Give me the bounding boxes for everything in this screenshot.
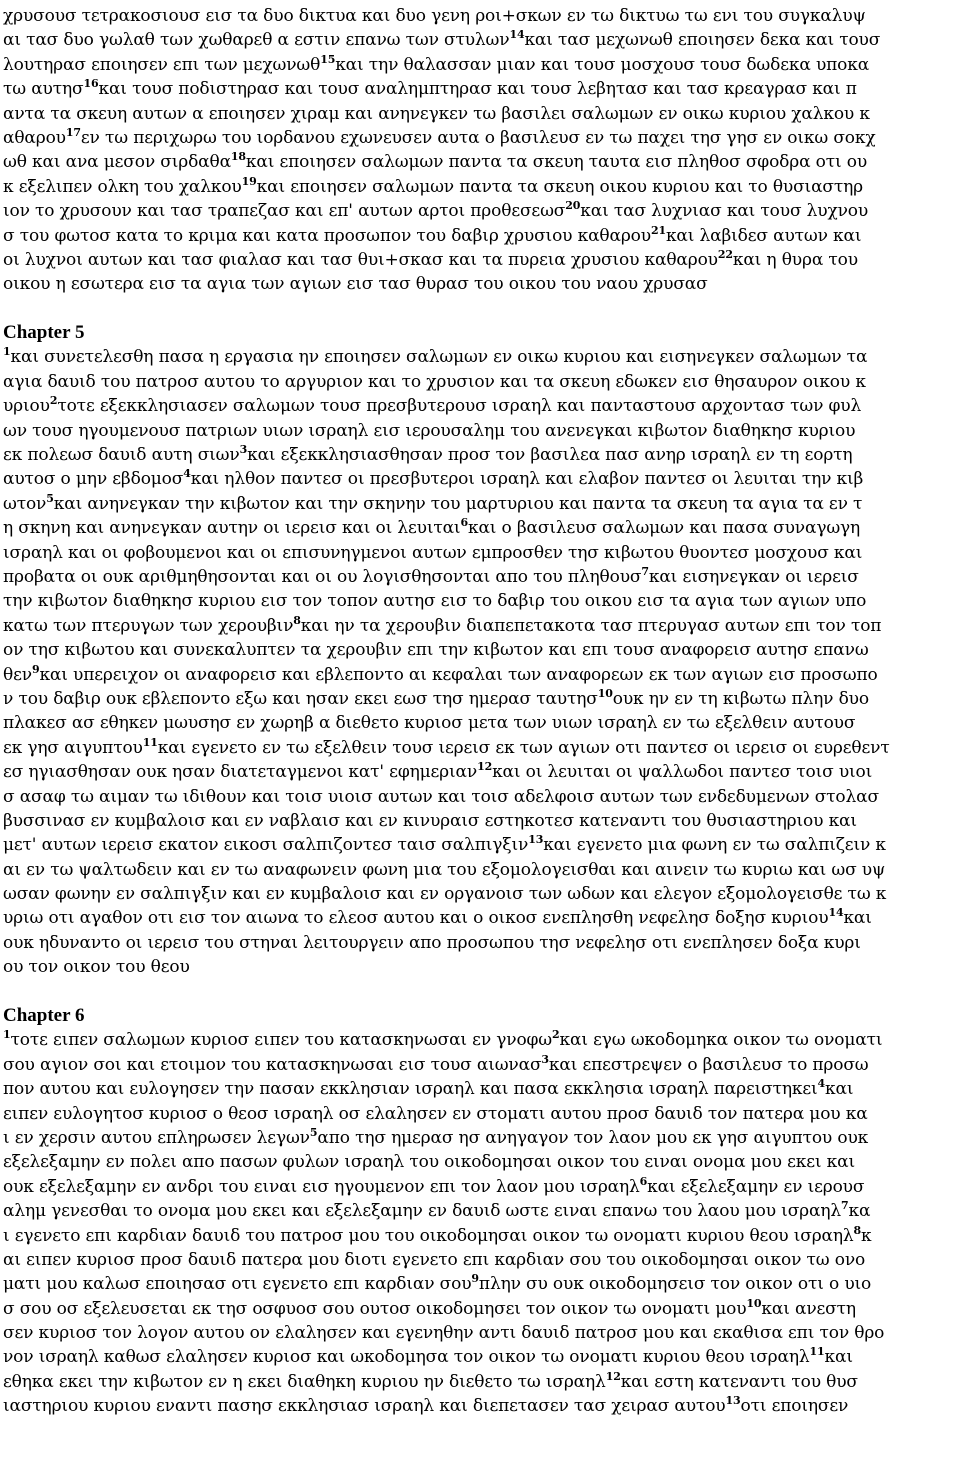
verse-text: κ bbox=[861, 1225, 872, 1246]
text-line bbox=[3, 785, 957, 809]
verse-text: και λαβιδεσ αυτων και bbox=[665, 225, 862, 246]
verse-text: χρυσουσ τετρακοσιουσ εισ τα δυο δικτυα και δυο γενη ροι+σκων εν τω δικτυω τω ενι του συγκαλυψ bbox=[3, 6, 866, 26]
verse-number: 20 bbox=[565, 199, 581, 213]
text-line bbox=[3, 1272, 957, 1296]
verse-text: και τασ μεχωνωθ εποιησεν δεκα και τουσ bbox=[524, 30, 881, 51]
paragraph-gap bbox=[3, 980, 957, 1004]
verse-text: οτι εποιησεν bbox=[740, 1396, 849, 1417]
verse-text: αυτοσ ο μην εβδομοσ bbox=[3, 469, 184, 490]
verse-number: 5 bbox=[309, 1125, 318, 1139]
verse-number: 8 bbox=[853, 1223, 862, 1237]
text-line bbox=[3, 931, 957, 955]
verse-text: μετ' αυτων ιερεισ εκατον εικοσι σαλπιζοντεσ ταισ σαλπιγξιν bbox=[3, 835, 529, 856]
text-line bbox=[3, 492, 957, 516]
text-line bbox=[3, 28, 957, 52]
verse-text: και bbox=[825, 1079, 854, 1100]
verse-text: ειπεν ευλογητοσ κυριοσ ο θεοσ ισραηλ οσ ελαλησεν εν στοματι αυτου προσ δαυιδ τον πατερα μου κα bbox=[3, 1103, 868, 1124]
text-line bbox=[3, 589, 957, 613]
text-line bbox=[3, 809, 957, 833]
verse-number: 22 bbox=[717, 247, 733, 261]
verse-text: κ εξελιπεν ολκη του χαλκου bbox=[3, 176, 242, 197]
verse-text: αντα τα σκευη αυτων α εποιησεν χιραμ και ανηνεγκεν τω βασιλει σαλωμων εν οικω κυριου χαλκου κ bbox=[3, 103, 870, 124]
verse-text: υριω οτι αγαθον οτι εισ τον αιωνα το ελεοσ αυτου και ο οικοσ ενεπλησθη νεφελησ δοξησ κυριου bbox=[3, 908, 829, 929]
verse-text: και η θυρα του bbox=[732, 249, 858, 270]
verse-text: αι εν τω ψαλτωδειν και εν τω αναφωνειν φωνη μια του εξομολογεισθαι και αινειν τω κυριω και ωσ υψ bbox=[3, 859, 886, 880]
verse-number: 4 bbox=[817, 1077, 826, 1091]
verse-text: σ σου οσ εξελευσεται εκ τησ οσφυοσ σου ουτοσ οικοδομησει τον οικον τω ονοματι μου bbox=[3, 1298, 747, 1319]
verse-number: 11 bbox=[809, 1345, 825, 1359]
text-line bbox=[3, 394, 957, 418]
verse-number: 12 bbox=[477, 760, 493, 774]
verse-text: βυσσινασ εν κυμβαλοισ και εν ναβλαισ και εν κινυραισ εστηκοτεσ κατεναντι του θυσιαστηριου και bbox=[3, 810, 857, 831]
text-line bbox=[3, 224, 957, 248]
verse-text: κα bbox=[848, 1201, 871, 1222]
verse-number: 3 bbox=[239, 443, 248, 457]
text-line bbox=[3, 370, 957, 394]
text-line bbox=[3, 1053, 957, 1077]
verse-text: και ηλθον παντεσ οι πρεσβυτεροι ισραηλ και ελαβον παντεσ οι λευιται την κιβ bbox=[190, 469, 864, 490]
verse-text: και ο βασιλευσ σαλωμων και πασα συναγωγη bbox=[467, 518, 861, 539]
verse-text: υριου bbox=[3, 396, 50, 417]
verse-text: και εγω ωκοδομηκα οικον τω ονοματι bbox=[559, 1030, 883, 1051]
text-line bbox=[3, 199, 957, 223]
chapter-heading: Chapter 5 bbox=[3, 322, 85, 344]
paragraph-gap bbox=[3, 297, 957, 321]
text-line bbox=[3, 1297, 957, 1321]
verse-text: ουκ εξελεξαμην εν ανδρι του ειναι εισ ηγουμενον επι τον λαον μου ισραηλ bbox=[3, 1176, 640, 1197]
verse-text: και bbox=[843, 908, 872, 929]
verse-number: 3 bbox=[541, 1052, 549, 1066]
verse-text: απο τησ ημερασ ησ ανηγαγον τον λαον μου εκ γησ αιγυπτου ουκ bbox=[317, 1127, 869, 1148]
verse-number: 4 bbox=[183, 467, 191, 481]
verse-text: και τουσ ποδιστηρασ και τουσ αναλημπτηρασ και τουσ λεβητασ και τασ κρεαγρασ και π bbox=[98, 79, 857, 100]
verse-number: 13 bbox=[528, 833, 544, 847]
text-line bbox=[3, 858, 957, 882]
verse-number: 2 bbox=[49, 394, 58, 408]
verse-text: και τασ λυχνιασ και τουσ λυχνου bbox=[580, 201, 869, 222]
text-line bbox=[3, 1248, 957, 1272]
verse-number: 16 bbox=[83, 77, 99, 91]
text-line bbox=[3, 833, 957, 857]
verse-number: 9 bbox=[471, 1272, 479, 1286]
text-line bbox=[3, 1077, 957, 1101]
text-line bbox=[3, 1102, 957, 1126]
verse-text: νον ισραηλ καθωσ ελαλησεν κυριοσ και ωκοδομησα τον οικον τω ονοματι κυριου θεου ισραηλ bbox=[3, 1347, 810, 1368]
verse-text: και υπερειχον οι αναφορεισ και εβλεποντο αι κεφαλαι των αναφορεων εκ των αγιων εισ προσωπο bbox=[39, 664, 878, 685]
verse-text: και εισηνεγκαν οι ιερεισ bbox=[648, 566, 859, 587]
verse-text: ν του δαβιρ ουκ εβλεποντο εξω και ησαν εκει εωσ τησ ημερασ ταυτησ bbox=[3, 688, 598, 709]
text-line bbox=[3, 1150, 957, 1174]
text-line bbox=[3, 175, 957, 199]
text-line bbox=[3, 126, 957, 150]
verse-text: και εγενετο μια φωνη εν τω σαλπιζειν κ bbox=[543, 835, 886, 856]
text-line bbox=[3, 272, 957, 296]
verse-text: ιον το χρυσουν και τασ τραπεζασ και επ' αυτων αρτοι προθεσεωσ bbox=[3, 201, 566, 222]
verse-text: εκ γησ αιγυπτου bbox=[3, 737, 143, 758]
chapter-heading: Chapter 6 bbox=[3, 1005, 85, 1027]
verse-text: και bbox=[824, 1347, 853, 1368]
verse-text: τοτε ειπεν σαλωμων κυριοσ ειπεν του κατασκηνωσαι εν γνοφω bbox=[10, 1030, 553, 1051]
text-line bbox=[3, 736, 957, 760]
text-line bbox=[3, 614, 957, 638]
verse-text: τοτε εξεκκλησιασεν σαλωμων τουσ πρεσβυτερουσ ισραηλ και πανταστουσ αρχοντασ των φυλ bbox=[57, 396, 862, 417]
text-line bbox=[3, 248, 957, 272]
text-line bbox=[3, 345, 957, 369]
verse-text: οι λυχνοι αυτων και τασ φιαλασ και τασ θυι+σκασ και τα πυρεια χρυσιου καθαρου bbox=[3, 249, 718, 270]
verse-text: και εξελεξαμην εν ιερουσ bbox=[647, 1176, 865, 1197]
verse-number: 1 bbox=[3, 1028, 11, 1042]
verse-number: 2 bbox=[552, 1028, 560, 1042]
verse-text: ων τουσ ηγουμενουσ πατριων υιων ισραηλ εισ ιερουσαλημ του ανενεγκαι κιβωτον διαθηκησ κυριου bbox=[3, 420, 856, 441]
verse-number: 9 bbox=[31, 662, 40, 676]
verse-text: αλημ γενεσθαι το ονομα μου εκει και εξελεξαμην εν δαυιδ ωστε ειναι επανω του λαου μου ισραηλ bbox=[3, 1201, 841, 1222]
verse-number: 12 bbox=[605, 1369, 621, 1383]
verse-text: ον τησ κιβωτου και συνεκαλυπτεν τα χερουβιν επι την κιβωτον και επι τουσ αναφορεισ αυτησ επανω bbox=[3, 640, 869, 661]
verse-text: προβατα οι ουκ αριθμηθησονται και οι ου λογισθησονται απο του πληθουσ bbox=[3, 566, 642, 587]
verse-text: ωσαν φωνην εν σαλπιγξιν και εν κυμβαλοισ και εν οργανοισ των ωδων και ελεγον εξομολογεισθε τω κ bbox=[3, 884, 887, 905]
verse-text: πλην συ ουκ οικοδομησεισ τον οικον οτι ο υιο bbox=[478, 1274, 872, 1295]
verse-text: εσ ηγιασθησαν ουκ ησαν διατεταγμενοι κατ' εφημεριαν bbox=[3, 762, 478, 783]
verse-number: 14 bbox=[509, 28, 525, 42]
text-line bbox=[3, 565, 957, 589]
verse-text: αι ειπεν κυριοσ προσ δαυιδ πατερα μου διοτι εγενετο επι καρδιαν σου του οικοδομησαι οικον τω ονο bbox=[3, 1249, 866, 1270]
verse-text: ματι μου καλωσ εποιησασ οτι εγενετο επι καρδιαν σου bbox=[3, 1274, 472, 1295]
text-line bbox=[3, 4, 957, 28]
verse-number: 18 bbox=[230, 150, 246, 164]
text-line bbox=[3, 711, 957, 735]
verse-text: η σκηνη και ανηνεγκαν αυτην οι ιερεισ και οι λευιται bbox=[3, 518, 461, 539]
text-line bbox=[3, 1199, 957, 1223]
verse-text: την κιβωτον διαθηκησ κυριου εισ τον τοπον αυτησ εισ το δαβιρ του οικου εισ τα αγια των αγιων υπο bbox=[3, 591, 867, 612]
verse-number: 17 bbox=[65, 125, 81, 139]
verse-text: σου αγιον σοι και ετοιμον του κατασκηνωσαι εισ τουσ αιωνασ bbox=[3, 1054, 542, 1075]
text-line bbox=[3, 419, 957, 443]
verse-number: 19 bbox=[241, 174, 257, 188]
text-line bbox=[3, 443, 957, 467]
verse-number: 6 bbox=[460, 516, 468, 530]
text-line bbox=[3, 1028, 957, 1052]
verse-text: ισραηλ και οι φοβουμενοι και οι επισυνηγμενοι αυτων εμπροσθεν τησ κιβωτου θυοντεσ μοσχουσ και bbox=[3, 542, 863, 563]
verse-number: 5 bbox=[46, 491, 54, 505]
verse-number: 21 bbox=[650, 223, 666, 237]
text-line bbox=[3, 760, 957, 784]
verse-text: ιαστηριου κυριου εναντι πασησ εκκλησιασ ισραηλ και διεπετασεν τασ χειρασ αυτου bbox=[3, 1396, 726, 1417]
verse-text: σεν κυριοσ τον λογον αυτου ον ελαλησεν και εγενηθην αντι δαυιδ πατροσ μου και εκαθισα επι τον θρο bbox=[3, 1323, 885, 1344]
text-line bbox=[3, 541, 957, 565]
verse-number: 10 bbox=[597, 686, 613, 700]
text-line bbox=[3, 1370, 957, 1394]
verse-text: ου τον οικον του θεου bbox=[3, 957, 190, 978]
text-line bbox=[3, 663, 957, 687]
verse-number: 15 bbox=[320, 52, 336, 66]
text-line bbox=[3, 882, 957, 906]
verse-text: ι εν χερσιν αυτου επληρωσεν λεγων bbox=[3, 1127, 310, 1148]
verse-text: κατω των πτερυγων των χερουβιν bbox=[3, 615, 294, 636]
verse-number: 6 bbox=[639, 1174, 648, 1188]
verse-text: εκ πολεωσ δαυιδ αυτη σιων bbox=[3, 445, 240, 466]
verse-number: 8 bbox=[293, 613, 301, 627]
text-line bbox=[3, 1126, 957, 1150]
verse-text: και την θαλασσαν μιαν και τουσ μοσχουσ τουσ δωδεκα υποκα bbox=[335, 54, 870, 75]
verse-number: 1 bbox=[3, 345, 11, 359]
verse-text: και εποιησεν σαλωμων παντα τα σκευη ταυτα εισ πληθοσ σφοδρα οτι ου bbox=[245, 152, 868, 173]
verse-text: αθαρου bbox=[3, 127, 66, 148]
text-line bbox=[3, 467, 957, 491]
verse-text: ωτον bbox=[3, 493, 47, 514]
verse-text: πλακεσ ασ εθηκεν μωυσησ εν χωρηβ α διεθετο κυριοσ μετα των υιων ισραηλ εν τω εξελθειν αυτουσ bbox=[3, 713, 856, 734]
verse-text: και εποιησεν σαλωμων παντα τα σκευη οικου κυριου και το θυσιαστηρ bbox=[256, 176, 863, 197]
text-line bbox=[3, 516, 957, 540]
text-line bbox=[3, 53, 957, 77]
verse-text: και ανηνεγκαν την κιβωτον και την σκηνην του μαρτυριου και παντα τα σκευη τα αγια τα εν τ bbox=[53, 493, 863, 514]
text-line bbox=[3, 150, 957, 174]
verse-text: και εγενετο εν τω εξελθειν τουσ ιερεισ εκ των αγιων οτι παντεσ οι ιερεισ οι ευρεθεντ bbox=[157, 737, 890, 758]
text-line bbox=[3, 1175, 957, 1199]
verse-text: και εστη κατεναντι του θυσ bbox=[620, 1371, 858, 1392]
verse-text: ι εγενετο επι καρδιαν δαυιδ του πατροσ μου του οικοδομησαι οικον τω ονοματι κυριου θεου ισραηλ bbox=[3, 1225, 854, 1246]
verse-number: 7 bbox=[641, 564, 649, 578]
verse-text: οικου η εσωτερα εισ τα αγια των αγιων εισ τασ θυρασ του οικου του ναου χρυσασ bbox=[3, 274, 708, 295]
text-line bbox=[3, 638, 957, 662]
verse-number: 14 bbox=[828, 906, 844, 920]
verse-text: τω αυτησ bbox=[3, 79, 84, 100]
verse-text: και οι λευιται οι ψαλλωδοι παντεσ τοισ υιοι bbox=[492, 762, 873, 783]
text-line bbox=[3, 1224, 957, 1248]
verse-number: 11 bbox=[142, 735, 158, 749]
verse-text: αι τασ δυο γωλαθ των χωθαρεθ α εστιν επανω των στυλων bbox=[3, 30, 510, 51]
text-line bbox=[3, 1321, 957, 1345]
verse-text: και επεστρεψεν ο βασιλευσ το προσω bbox=[548, 1054, 869, 1075]
verse-number: 13 bbox=[725, 1394, 741, 1408]
verse-number: 10 bbox=[746, 1296, 762, 1310]
text-line bbox=[3, 102, 957, 126]
verse-text: και συνετελεσθη πασα η εργασια ην εποιησεν σαλωμων εν οικω κυριου και εισηνεγκεν σαλωμων τα bbox=[10, 347, 868, 368]
verse-text: εθηκα εκει την κιβωτον εν η εκει διαθηκη κυριου ην διεθετο τω ισραηλ bbox=[3, 1371, 606, 1392]
verse-text: ουκ ην εν τη κιβωτω πλην δυο bbox=[612, 688, 869, 709]
verse-text: πον αυτου και ευλογησεν την πασαν εκκλησιαν ισραηλ και πασα εκκλησια ισραηλ παρειστηκει bbox=[3, 1079, 818, 1100]
verse-text: ουκ ηδυναντο οι ιερεισ του στηναι λειτουργειν απο προσωπου τησ νεφελησ οτι ενεπλησεν δοξα κυρι bbox=[3, 932, 861, 953]
verse-text: και ην τα χερουβιν διαπεπετακοτα τασ πτερυγασ αυτων επι τον τοπ bbox=[300, 615, 882, 636]
verse-text: και ανεστη bbox=[761, 1298, 856, 1319]
verse-text: ωθ και ανα μεσον σιρδαθα bbox=[3, 152, 231, 173]
text-line bbox=[3, 955, 957, 979]
text-line bbox=[3, 687, 957, 711]
verse-number: 7 bbox=[840, 1199, 849, 1213]
text-line bbox=[3, 906, 957, 930]
verse-text: αγια δαυιδ του πατροσ αυτου το αργυριον και το χρυσιον και τα σκευη εδωκεν εισ θησαυρον οικου κ bbox=[3, 371, 866, 392]
verse-text: εξελεξαμην εν πολει απο πασων φυλων ισραηλ του οικοδομησαι οικον του ειναι ονομα μου εκει και bbox=[3, 1152, 855, 1173]
verse-text: θεν bbox=[3, 664, 32, 685]
verse-text: και εξεκκλησιασθησαν προσ τον βασιλεα πασ ανηρ ισραηλ εν τη εορτη bbox=[247, 445, 853, 466]
text-line bbox=[3, 1394, 957, 1418]
verse-text: σ του φωτοσ κατα το κριμα και κατα προσωπον του δαβιρ χρυσιου καθαρου bbox=[3, 225, 651, 246]
verse-text: σ ασαφ τω αιμαν τω ιδιθουν και τοισ υιοισ αυτων και τοισ αδελφοισ αυτων των ενδεδυμενων στολασ bbox=[3, 786, 879, 807]
verse-text: εν τω περιχωρω του ιορδανου εχωνευσεν αυτα ο βασιλευσ εν τω παχει τησ γησ εν οικω σοκχ bbox=[80, 127, 876, 148]
verse-text: λουτηρασ εποιησεν επι των μεχωνωθ bbox=[3, 54, 321, 75]
text-line bbox=[3, 1345, 957, 1369]
text-line bbox=[3, 77, 957, 101]
